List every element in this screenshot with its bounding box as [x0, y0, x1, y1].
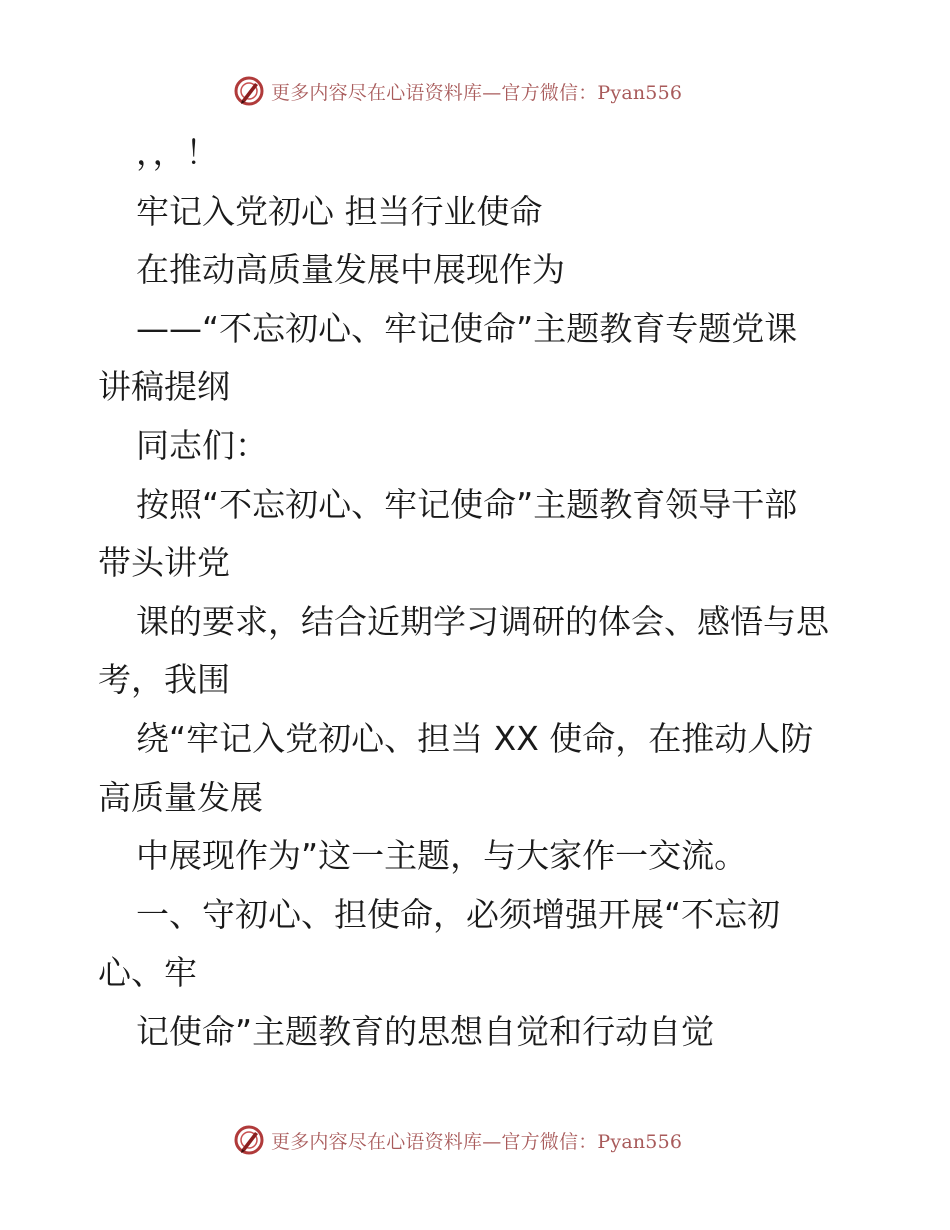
text-line: 讲稿提纲 — [98, 367, 230, 407]
text-line: ——“不忘初心、牢记使命”主题教育专题党课 — [136, 308, 798, 348]
watermark-banner-bottom — [233, 1120, 682, 1160]
text-line: ，，！ — [136, 133, 219, 172]
watermark-text: 更多内容尽在心语资料库—官方微信：Pyan556 — [271, 1130, 683, 1153]
watermark-text: 更多内容尽在心语资料库—官方微信：Pyan556 — [271, 81, 683, 104]
document-body — [98, 124, 858, 1062]
text-line: 牢记入党初心 担当行业使命 — [136, 191, 543, 231]
text-line: 带头讲党 — [98, 543, 230, 583]
text-line: 一、守初心、担使命，必须增强开展“不忘初 — [136, 894, 781, 934]
text-line: 按照“不忘初心、牢记使命”主题教育领导干部 — [136, 484, 798, 524]
text-line: 考，我围 — [98, 660, 230, 700]
text-line: 同志们： — [136, 425, 268, 465]
pen-logo-icon — [233, 75, 265, 107]
text-line: 中展现作为”这一主题，与大家作一交流。 — [136, 836, 748, 876]
text-line: 绕“牢记入党初心、担当 XX 使命，在推动人防 — [136, 718, 814, 758]
watermark-banner-top — [233, 71, 682, 111]
text-line: 心、牢 — [98, 953, 197, 993]
text-line: 高质量发展 — [98, 777, 263, 817]
text-line: 在推动高质量发展中展现作为 — [136, 250, 565, 290]
text-line: 课的要求，结合近期学习调研的体会、感悟与思 — [136, 601, 829, 641]
pen-logo-icon — [233, 1124, 265, 1156]
text-line: 记使命”主题教育的思想自觉和行动自觉 — [136, 1011, 715, 1051]
